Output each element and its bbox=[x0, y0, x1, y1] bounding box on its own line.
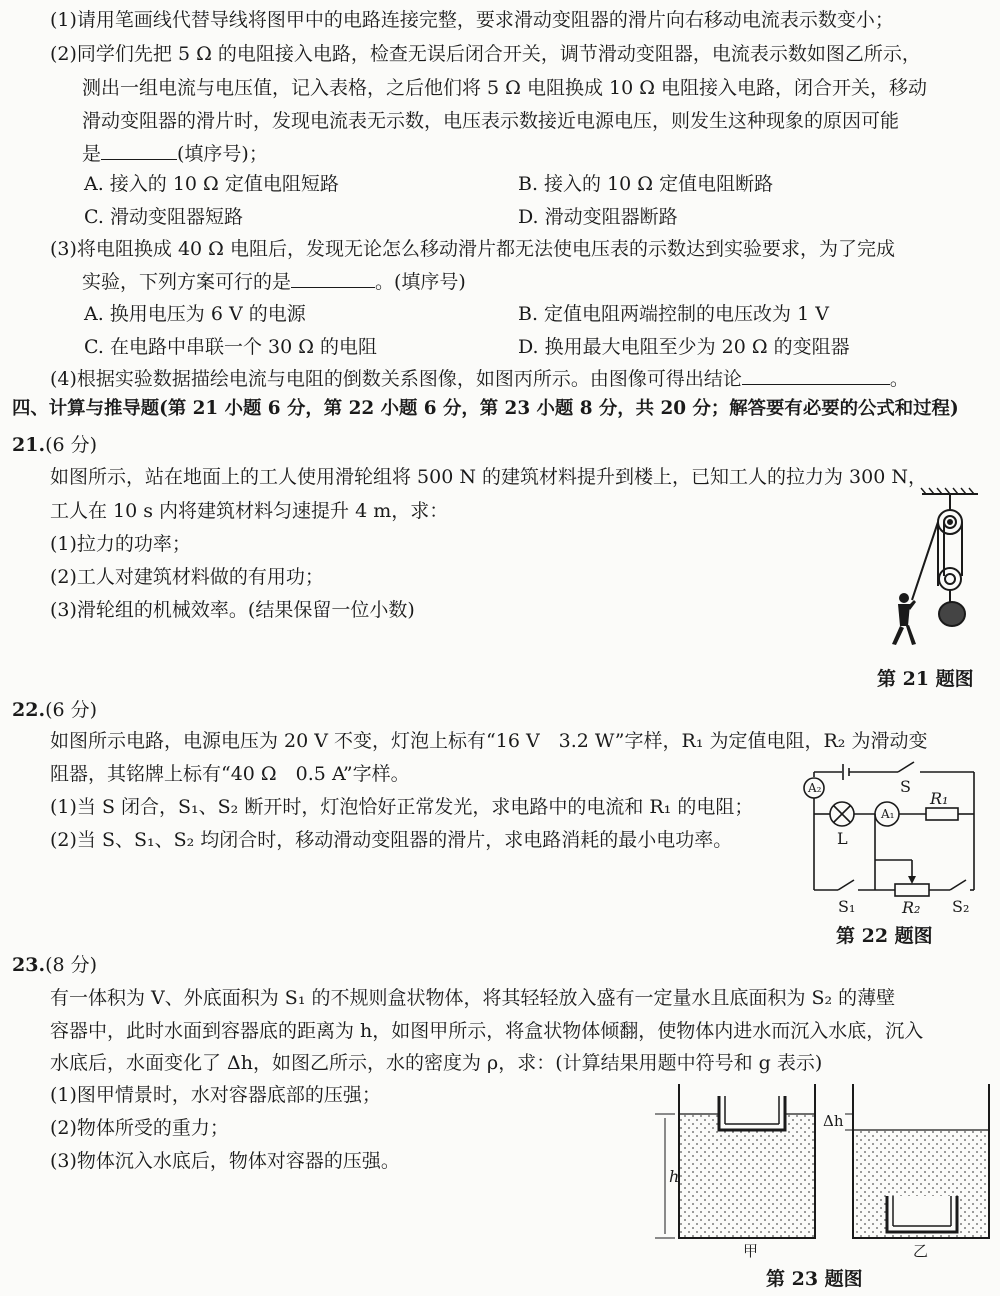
figure22-caption: 第 22 题图 bbox=[836, 925, 933, 947]
question-number: 23. bbox=[12, 954, 46, 976]
q21-line2: 工人在 10 s 内将建筑材料匀速提升 4 m，求： bbox=[50, 500, 449, 522]
h-label: h bbox=[669, 1167, 680, 1186]
question-number: 22. bbox=[12, 699, 46, 721]
q21-heading bbox=[12, 432, 97, 458]
switch-s1-label: S₁ bbox=[838, 897, 856, 916]
q23-line3: 水底后，水面变化了 Δh，如图乙所示，水的密度为 ρ，求：(计算结果用题中符号和 g 表示) bbox=[50, 1052, 823, 1074]
q20-part3-line1: (3)将电阻换成 40 Ω 电阻后，发现无论怎么移动滑片都无法使电压表的示数达到实验要求，为了完成 bbox=[50, 238, 895, 260]
text-segment: 是 bbox=[82, 143, 102, 165]
option-3a: A. 换用电压为 6 V 的电源 bbox=[84, 303, 306, 325]
q20-part2-line1: (2)同学们先把 5 Ω 的电阻接入电路，检查无误后闭合开关，调节滑动变阻器，电流表示数如图乙所示， bbox=[50, 43, 921, 65]
q20-part2-line3: 滑动变阻器的滑片时，发现电流表无示数，电压表示数接近电源电压，则发生这种现象的原因可能 bbox=[82, 110, 900, 132]
question-score: (8 分) bbox=[45, 954, 98, 976]
option-2b: B. 接入的 10 Ω 定值电阻断路 bbox=[518, 173, 774, 195]
ammeter1-label: A₁ bbox=[881, 807, 895, 821]
text-segment: 。 bbox=[889, 368, 909, 390]
pulley-figure bbox=[878, 490, 988, 650]
q20-part2-line2: 测出一组电流与电压值，记入表格，之后他们将 5 Ω 电阻换成 10 Ω 电阻接入电路，闭合开关，移动 bbox=[82, 77, 928, 99]
q20-part4 bbox=[50, 366, 909, 392]
q22-heading bbox=[12, 697, 97, 723]
option-2c: C. 滑动变阻器短路 bbox=[84, 206, 243, 228]
q22-part2: (2)当 S、S₁、S₂ 均闭合时，移动滑动变阻器的滑片，求电路消耗的最小电功率。 bbox=[50, 829, 733, 851]
switch-s2-label: S₂ bbox=[952, 897, 970, 916]
q23-line1: 有一体积为 V、外底面积为 S₁ 的不规则盒状物体，将其轻轻放入盛有一定量水且底面积为 S₂ 的薄壁 bbox=[50, 987, 896, 1009]
q22-part1: (1)当 S 闭合，S₁、S₂ 断开时，灯泡恰好正常发光，求电路中的电流和 R₁ 的电阻； bbox=[50, 796, 754, 818]
question-score: (6 分) bbox=[45, 699, 98, 721]
delta-h-label: Δh bbox=[823, 1112, 844, 1130]
section-four-heading: 四、计算与推导题(第 21 小题 6 分，第 22 小题 6 分，第 23 小题 8 分，共 20 分；解答要有必要的公式和过程) bbox=[12, 398, 959, 419]
circuit-figure bbox=[800, 770, 990, 920]
option-3c: C. 在电路中串联一个 30 Ω 的电阻 bbox=[84, 336, 377, 358]
option-2d: D. 滑动变阻器断路 bbox=[518, 206, 678, 228]
figure23-caption: 第 23 题图 bbox=[766, 1268, 863, 1290]
q20-part1: (1)请用笔画线代替导线将图甲中的电路连接完整，要求滑动变阻器的滑片向右移动电流表示数变小； bbox=[50, 9, 894, 31]
q21-line1: 如图所示，站在地面上的工人使用滑轮组将 500 N 的建筑材料提升到楼上，已知工人的拉力为 300 N， bbox=[50, 466, 927, 488]
r2-label: R₂ bbox=[902, 898, 921, 917]
r1-label: R₁ bbox=[930, 789, 949, 808]
q21-part2: (2)工人对建筑材料做的有用功； bbox=[50, 566, 324, 588]
text-segment: (填序号)； bbox=[177, 143, 268, 165]
q23-part2: (2)物体所受的重力； bbox=[50, 1117, 229, 1139]
q22-line2: 阻器，其铭牌上标有“40 Ω 0.5 A”字样。 bbox=[50, 763, 410, 785]
answer-blank[interactable] bbox=[101, 141, 177, 160]
q23-part1: (1)图甲情景时，水对容器底部的压强； bbox=[50, 1084, 381, 1106]
ammeter2-label: A₂ bbox=[808, 781, 822, 795]
option-3d: D. 换用最大电阻至少为 20 Ω 的变阻器 bbox=[518, 336, 850, 358]
answer-blank[interactable] bbox=[742, 366, 890, 385]
q21-part3: (3)滑轮组的机械效率。(结果保留一位小数) bbox=[50, 599, 415, 621]
question-number: 21. bbox=[12, 434, 46, 456]
water-jia bbox=[679, 1114, 815, 1238]
text-segment: (4)根据实验数据描绘电流与电阻的倒数关系图像，如图丙所示。由图像可得出结论 bbox=[50, 368, 742, 390]
q20-part2-line4 bbox=[82, 141, 268, 167]
q23-part3: (3)物体沉入水底后，物体对容器的压强。 bbox=[50, 1150, 400, 1172]
figure21-caption: 第 21 题图 bbox=[877, 668, 974, 690]
container-figure bbox=[655, 1078, 995, 1258]
text-segment: 实验，下列方案可行的是 bbox=[82, 271, 292, 293]
q22-line1: 如图所示电路，电源电压为 20 V 不变，灯泡上标有“16 V 3.2 W”字样，R₁ 为定值电阻，R₂ 为滑动变 bbox=[50, 730, 928, 752]
option-2a: A. 接入的 10 Ω 定值电阻短路 bbox=[84, 173, 339, 195]
q23-line2: 容器中，此时水面到容器底的距离为 h，如图甲所示，将盒状物体倾翻，使物体内进水而沉入水底，沉入 bbox=[50, 1020, 924, 1042]
lamp-label: L bbox=[837, 829, 848, 848]
yi-label: 乙 bbox=[913, 1242, 929, 1260]
q23-heading bbox=[12, 952, 97, 978]
text-segment: 。(填序号) bbox=[375, 271, 466, 293]
q21-part1: (1)拉力的功率； bbox=[50, 533, 191, 555]
answer-blank[interactable] bbox=[291, 269, 375, 288]
switch-s-label: S bbox=[900, 777, 911, 796]
jia-label: 甲 bbox=[743, 1242, 759, 1260]
q20-part3-line2 bbox=[82, 269, 466, 295]
question-score: (6 分) bbox=[45, 434, 98, 456]
option-3b: B. 定值电阻两端控制的电压改为 1 V bbox=[518, 303, 829, 325]
